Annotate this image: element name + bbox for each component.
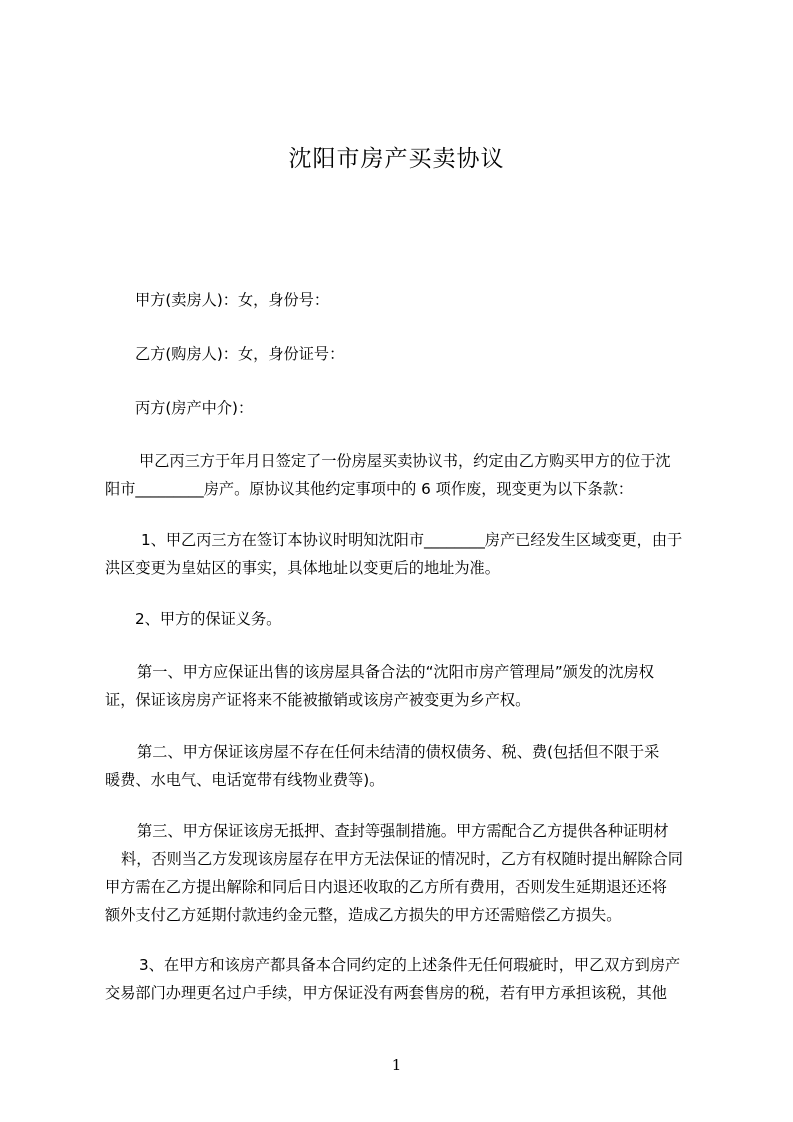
- clause-2-first-paragraph: [105, 658, 711, 714]
- seller-line: 甲方(卖房人)：女，身份号：: [135, 291, 330, 309]
- intro-line: 甲乙丙三方于年月日签定了一份房屋买卖协议书，约定由乙方购买甲方的位于沈: [139, 452, 671, 470]
- intro-line: 阳市_________房产。原协议其他约定事项中的 6 项作废，现变更为以下条款：: [105, 480, 634, 498]
- clause-2-heading: 2、甲方的保证义务。: [135, 610, 282, 628]
- buyer-line: 乙方(购房人)：女，身份证号：: [135, 345, 345, 363]
- document-title: 沈阳市房产买卖协议: [288, 146, 505, 172]
- page-number: 1: [391, 1056, 402, 1074]
- agent-line: 丙方(房产中介)：: [135, 399, 254, 417]
- clause-1-line: 洪区变更为皇姑区的事实，具体地址以变更后的地址为准。: [105, 559, 500, 577]
- clause-2-third-line: 甲方需在乙方提出解除和同后日内退还收取的乙方所有费用，否则发生延期退还还将: [105, 878, 667, 896]
- clause-2-second-line: 暖费、水电气、电话宽带有线物业费等)。: [105, 771, 385, 789]
- clause-2-third-line: 额外支付乙方延期付款违约金元整，造成乙方损失的甲方还需赔偿乙方损失。: [105, 906, 622, 924]
- clause-2-third-line: 第三、甲方保证该房无抵押、查封等强制措施。甲方需配合乙方提供各种证明材: [137, 822, 669, 840]
- clause-2-first-line: 证，保证该房房产证将来不能被撤销或该房产被变更为乡产权。: [105, 691, 531, 709]
- clause-3-paragraph: [105, 951, 711, 1007]
- clause-2-second-line: 第二、甲方保证该房屋不存在任何未结清的债权债务、税、费(包括但不限于采: [137, 743, 660, 761]
- intro-paragraph: [105, 447, 711, 503]
- clause-2-first-line: 第一、甲方应保证出售的该房屋具备合法的“沈阳市房产管理局”颁发的沈房权: [137, 663, 654, 681]
- clause-3-line: 交易部门办理更名过户手续，甲方保证没有两套售房的税，若有甲方承担该税，其他: [105, 984, 667, 1002]
- clause-1-line: 1、甲乙丙三方在签订本协议时明知沈阳市________房产已经发生区域变更，由于: [141, 531, 683, 549]
- clause-2-third-paragraph: [105, 817, 711, 929]
- clause-1-paragraph: [105, 526, 711, 582]
- clause-2-third-line: 料，否则当乙方发现该房屋存在甲方无法保证的情况时，乙方有权随时提出解除合同: [121, 850, 683, 868]
- clause-3-line: 3、在甲方和该房产都具备本合同约定的上述条件无任何瑕疵时，甲乙双方到房产: [139, 956, 681, 974]
- clause-2-second-paragraph: [105, 738, 711, 794]
